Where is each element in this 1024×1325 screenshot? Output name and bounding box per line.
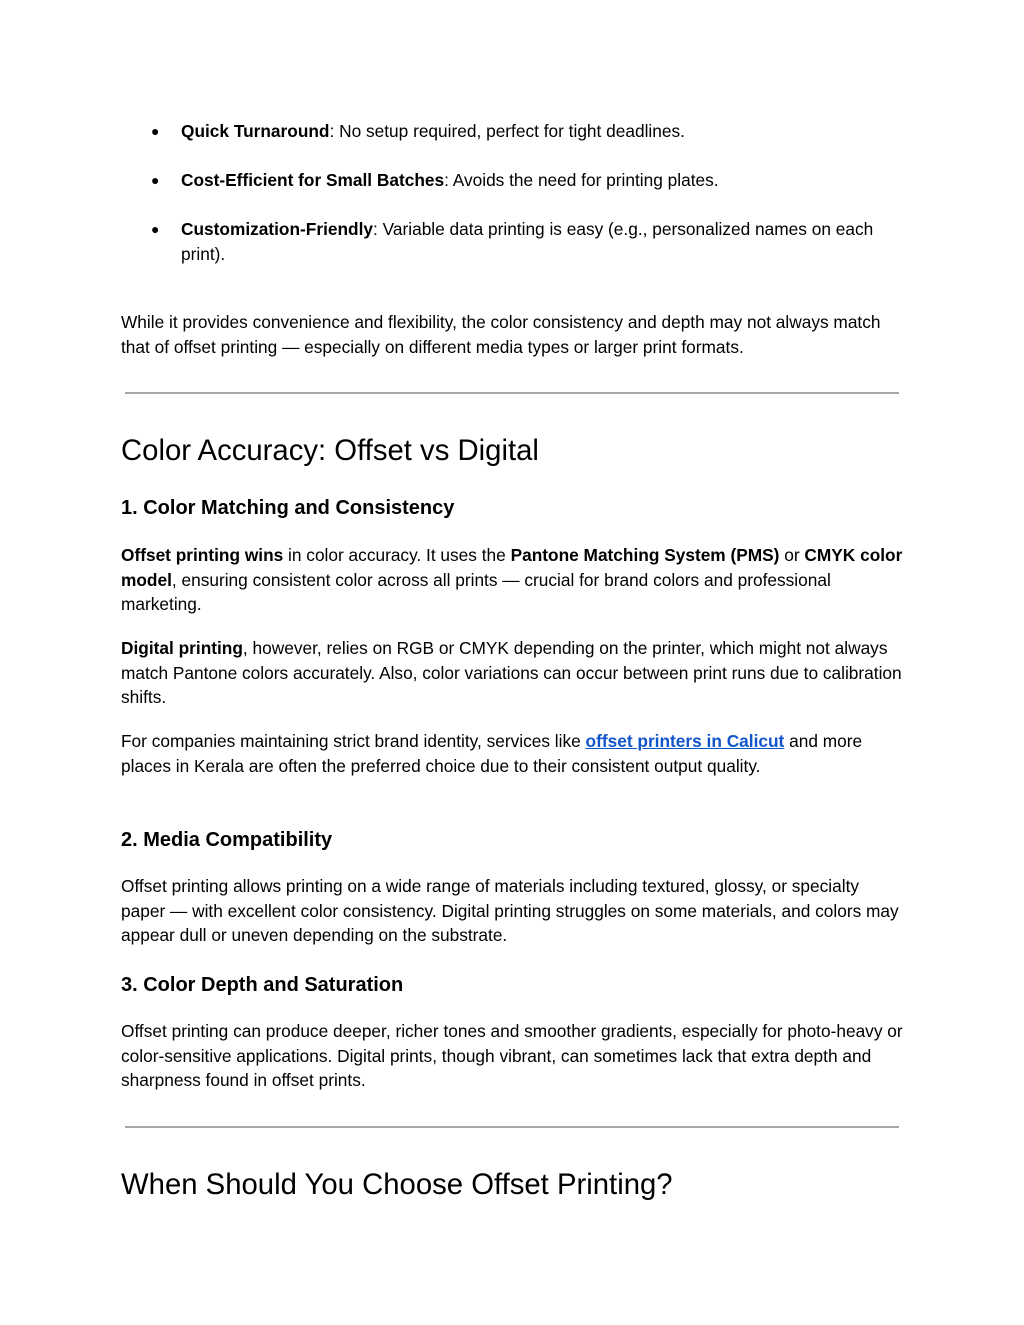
bold-text: Digital printing	[121, 638, 243, 658]
paragraph-offset-wins	[121, 543, 906, 617]
bold-text: Pantone Matching System (PMS)	[510, 545, 780, 565]
intro-paragraph: While it provides convenience and flexibility, the color consistency and depth may not always match that of offset printing — especially on different media types or larger print formats.	[121, 312, 881, 357]
bullet-term: Quick Turnaround	[181, 121, 330, 141]
bullet-desc: : Avoids the need for printing plates.	[444, 170, 719, 190]
bullet-desc: : Variable data printing is easy (e.g., personalized names on each print).	[181, 219, 874, 264]
section-title-color-accuracy: Color Accuracy: Offset vs Digital	[121, 434, 539, 467]
paragraph-digital-printing	[121, 636, 906, 710]
bullet-term: Customization-Friendly	[181, 219, 374, 239]
list-item	[121, 168, 906, 193]
body-text: , ensuring consistent color across all prints — crucial for brand colors and professional marketing.	[121, 569, 831, 614]
body-text: For companies maintaining strict brand identity, services like	[121, 731, 586, 751]
offset-printers-calicut-link[interactable]: offset printers in Calicut	[585, 731, 785, 751]
paragraph-color-depth: Offset printing can produce deeper, richer tones and smoother gradients, especially for photo-heavy or color-sensitive applications. Digital prints, though vibrant, can sometimes lack that extra depth and sharpness found in offset prints.	[121, 1021, 903, 1090]
subheading-color-matching: 1. Color Matching and Consistency	[121, 497, 455, 519]
list-item	[121, 119, 906, 144]
bullet-icon: ●	[151, 123, 160, 139]
indented-note	[121, 729, 906, 778]
subheading-color-depth: 3. Color Depth and Saturation	[121, 974, 404, 996]
bullet-term: Cost-Efficient for Small Batches	[181, 170, 445, 190]
bold-text: Offset printing wins	[121, 545, 284, 565]
body-text: or	[779, 545, 805, 565]
bold-text: CMYK color model	[121, 545, 903, 590]
bullet-desc: : No setup required, perfect for tight deadlines.	[329, 121, 685, 141]
paragraph-media-compatibility: Offset printing allows printing on a wide range of materials including textured, glossy, or specialty paper — with excellent color consistency. Digital printing struggles on some materials, and colors may appear dull or uneven depending on the substrate.	[121, 876, 899, 945]
bullet-icon: ●	[151, 221, 160, 237]
body-text: , however, relies on RGB or CMYK depending on the printer, which might not always match Pantone colors accurately. Also, color variations can occur between print runs due to calibration shifts.	[121, 638, 902, 707]
bullet-icon: ●	[151, 172, 160, 188]
benefits-list	[121, 119, 906, 291]
body-text: in color accuracy. It uses the	[283, 545, 511, 565]
list-item	[121, 217, 906, 266]
subheading-media-compatibility: 2. Media Compatibility	[121, 829, 333, 851]
section-divider	[125, 1126, 899, 1128]
body-text: and more places in Kerala are often the preferred choice due to their consistent output quality.	[121, 731, 863, 776]
section-divider	[125, 392, 899, 394]
section-title-when-offset: When Should You Choose Offset Printing?	[121, 1168, 673, 1201]
